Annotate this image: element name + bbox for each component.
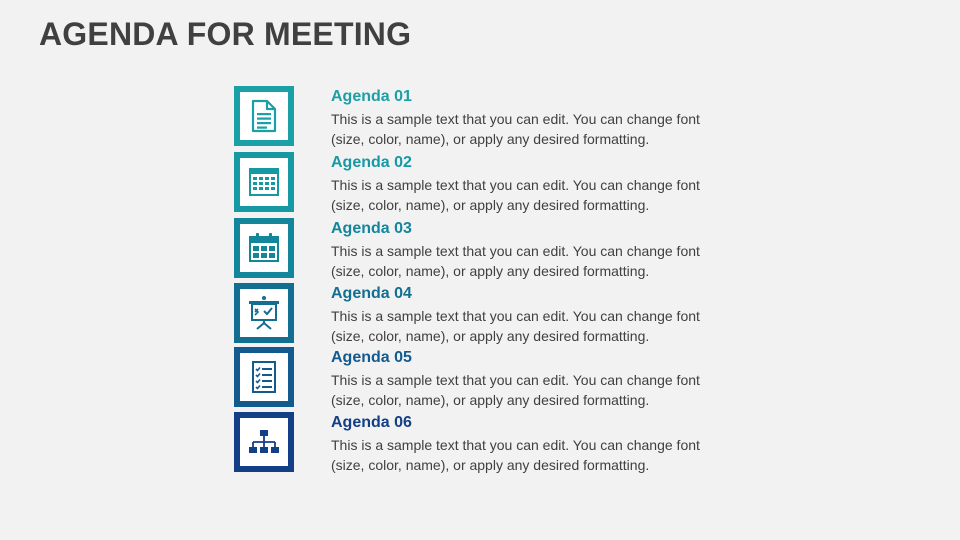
agenda-heading-02: Agenda 02 (331, 154, 412, 171)
agenda-description-03: This is a sample text that you can edit. You can change font (size, color, name), or apply any desired formatting. (331, 243, 700, 279)
calendar-icon (244, 228, 284, 268)
agenda-description-04: This is a sample text that you can edit. You can change font (size, color, name), or apply any desired formatting. (331, 308, 700, 344)
agenda-item-06 (234, 412, 754, 472)
calendar-grid-icon-graphic (244, 162, 284, 202)
org-chart-icon (244, 422, 284, 462)
presentation-board-icon (244, 293, 284, 333)
agenda-item-02 (234, 152, 754, 212)
agenda-icon-box-04 (234, 283, 294, 343)
agenda-icon-box-01 (234, 86, 294, 146)
checklist-icon-graphic (244, 357, 284, 397)
agenda-icon-box-02 (234, 152, 294, 212)
page-title: AGENDA FOR MEETING (39, 16, 412, 52)
agenda-item-03 (234, 218, 754, 278)
agenda-icon-box-05 (234, 347, 294, 407)
agenda-heading-04: Agenda 04 (331, 285, 412, 302)
agenda-icon-box-06 (234, 412, 294, 472)
org-chart-icon-graphic (244, 422, 284, 462)
agenda-description-01: This is a sample text that you can edit. You can change font (size, color, name), or apply any desired formatting. (331, 111, 700, 147)
checklist-icon (244, 357, 284, 397)
agenda-description-05: This is a sample text that you can edit. You can change font (size, color, name), or apply any desired formatting. (331, 372, 700, 408)
agenda-item-05 (234, 347, 754, 407)
agenda-item-04 (234, 283, 754, 343)
document-icon-graphic (244, 96, 284, 136)
agenda-item-01 (234, 86, 754, 146)
agenda-description-06: This is a sample text that you can edit. You can change font (size, color, name), or apply any desired formatting. (331, 437, 700, 473)
agenda-heading-06: Agenda 06 (331, 414, 412, 431)
document-icon (244, 96, 284, 136)
agenda-heading-03: Agenda 03 (331, 220, 412, 237)
calendar-icon-graphic (244, 228, 284, 268)
agenda-description-02: This is a sample text that you can edit. You can change font (size, color, name), or apply any desired formatting. (331, 177, 700, 213)
agenda-heading-05: Agenda 05 (331, 349, 412, 366)
presentation-board-icon-graphic (244, 293, 284, 333)
agenda-heading-01: Agenda 01 (331, 88, 412, 105)
agenda-icon-box-03 (234, 218, 294, 278)
calendar-grid-icon (244, 162, 284, 202)
